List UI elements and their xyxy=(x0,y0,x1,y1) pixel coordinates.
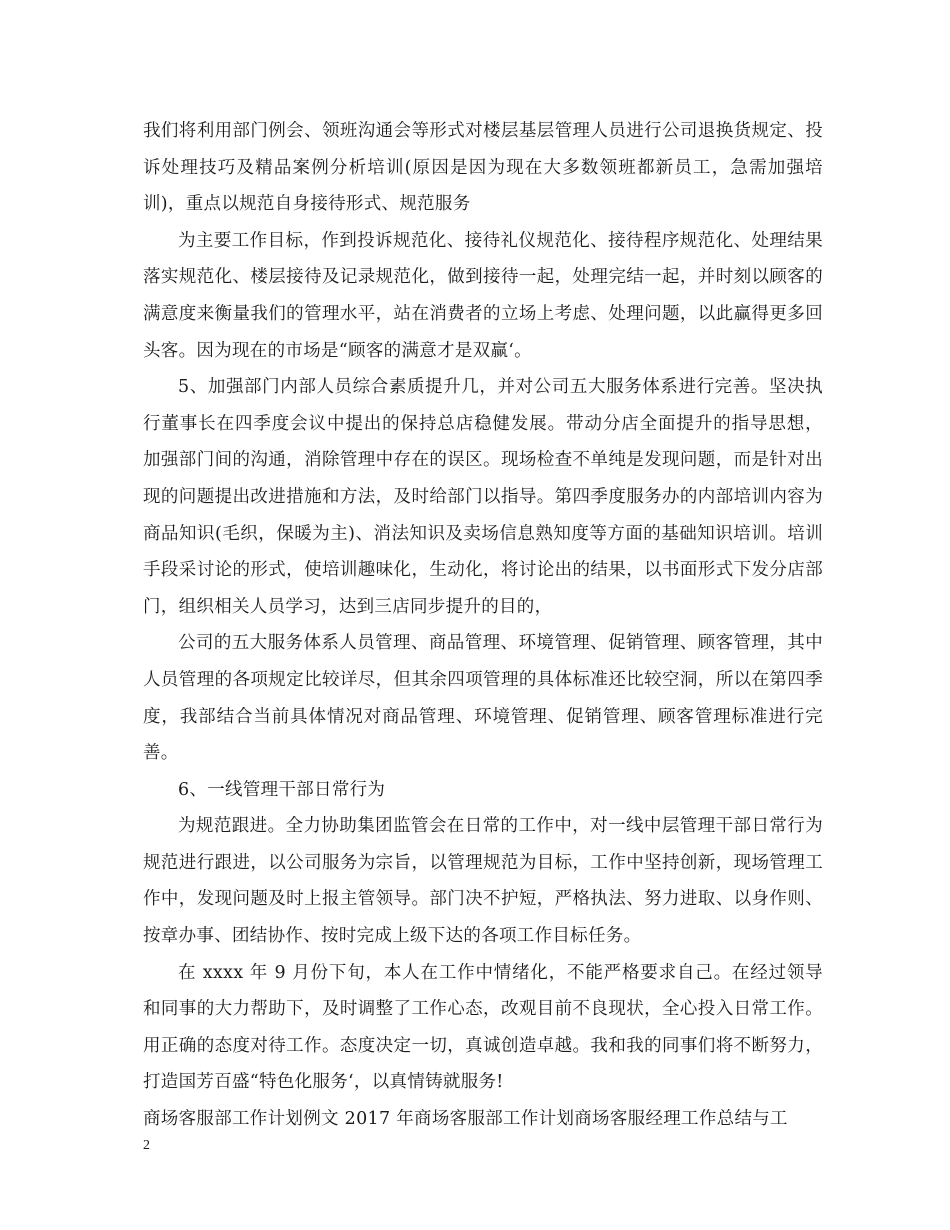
paragraph-4: 公司的五大服务体系人员管理、商品管理、环境管理、促销管理、顾客管理，其中人员管理的各项规定比较详尽，但其余四项管理的具体标准还比较空洞，所以在第四季度，我部结合当前具体情况对商品管理、环境管理、促销管理、顾客管理标准进行完善。 xyxy=(143,633,823,764)
paragraph-6: 为规范跟进。全力协助集团监管会在日常的工作中，对一线中层管理干部日常行为规范进行跟进，以公司服务为宗旨，以管理规范为目标，工作中坚持创新，现场管理工作中，发现问题及时上报主管领导。部门决不护短，严格执法、努力进取、以身作则、按章办事、团结协作、按时完成上级下达的各项工作目标任务。 xyxy=(143,816,823,947)
paragraph-8-footer-title: 商场客服部工作计划例文 2017 年商场客服部工作计划商场客服经理工作总结与工 xyxy=(143,1109,788,1130)
paragraph-3: 5、加强部门内部人员综合素质提升几，并对公司五大服务体系进行完善。坚决执行董事长在四季度会议中提出的保持总店稳健发展。带动分店全面提升的指导思想， 加强部门间的沟通，消除管理中存在的误区。现场检查不单纯是发现问题，而是针对出现的问题提出改进措施和方法，及时给部门以指导。第四季度服务办的内部培训内容为商品知识(毛织，保暖为主)、消法知识及卖场信息熟知度等方面的基础知识培训。培训手段采讨论的形式，使培训趣味化，生动化，将讨论出的结果，以书面形式下发分店部门，组织相关人员学习，达到三店同步提升的目的， xyxy=(143,377,823,617)
paragraph-1: 我们将利用部门例会、领班沟通会等形式对楼层基层管理人员进行公司退换货规定、投诉处理技巧及精品案例分析培训(原因是因为现在大多数领班都新员工，急需加强培训)，重点以规范自身接待形式、规范服务 xyxy=(143,121,823,215)
paragraph-7: 在 xxxx 年 9 月份下旬，本人在工作中情绪化，不能严格要求自己。在经过领导和同事的大力帮助下，及时调整了工作心态，改观目前不良现状，全心投入日常工作。用正确的态度对待工作。态度决定一切，真诚创造卓越。我和我的同事们将不断努力，打造国芳百盛“特色化服务‘，以真情铸就服务! xyxy=(143,962,823,1093)
paragraph-2: 为主要工作目标，作到投诉规范化、接待礼仪规范化、接待程序规范化、处理结果落实规范化、楼层接待及记录规范化，做到接待一起，处理完结一起，并时刻以顾客的满意度来衡量我们的管理水平，站在消费者的立场上考虑、处理问题，以此赢得更多回头客。因为现在的市场是“顾客的满意才是双赢‘。 xyxy=(143,230,823,361)
paragraph-5-heading: 6、一线管理干部日常行为 xyxy=(178,779,386,800)
document-body xyxy=(143,113,823,1138)
page-number: 2 xyxy=(143,1138,150,1153)
